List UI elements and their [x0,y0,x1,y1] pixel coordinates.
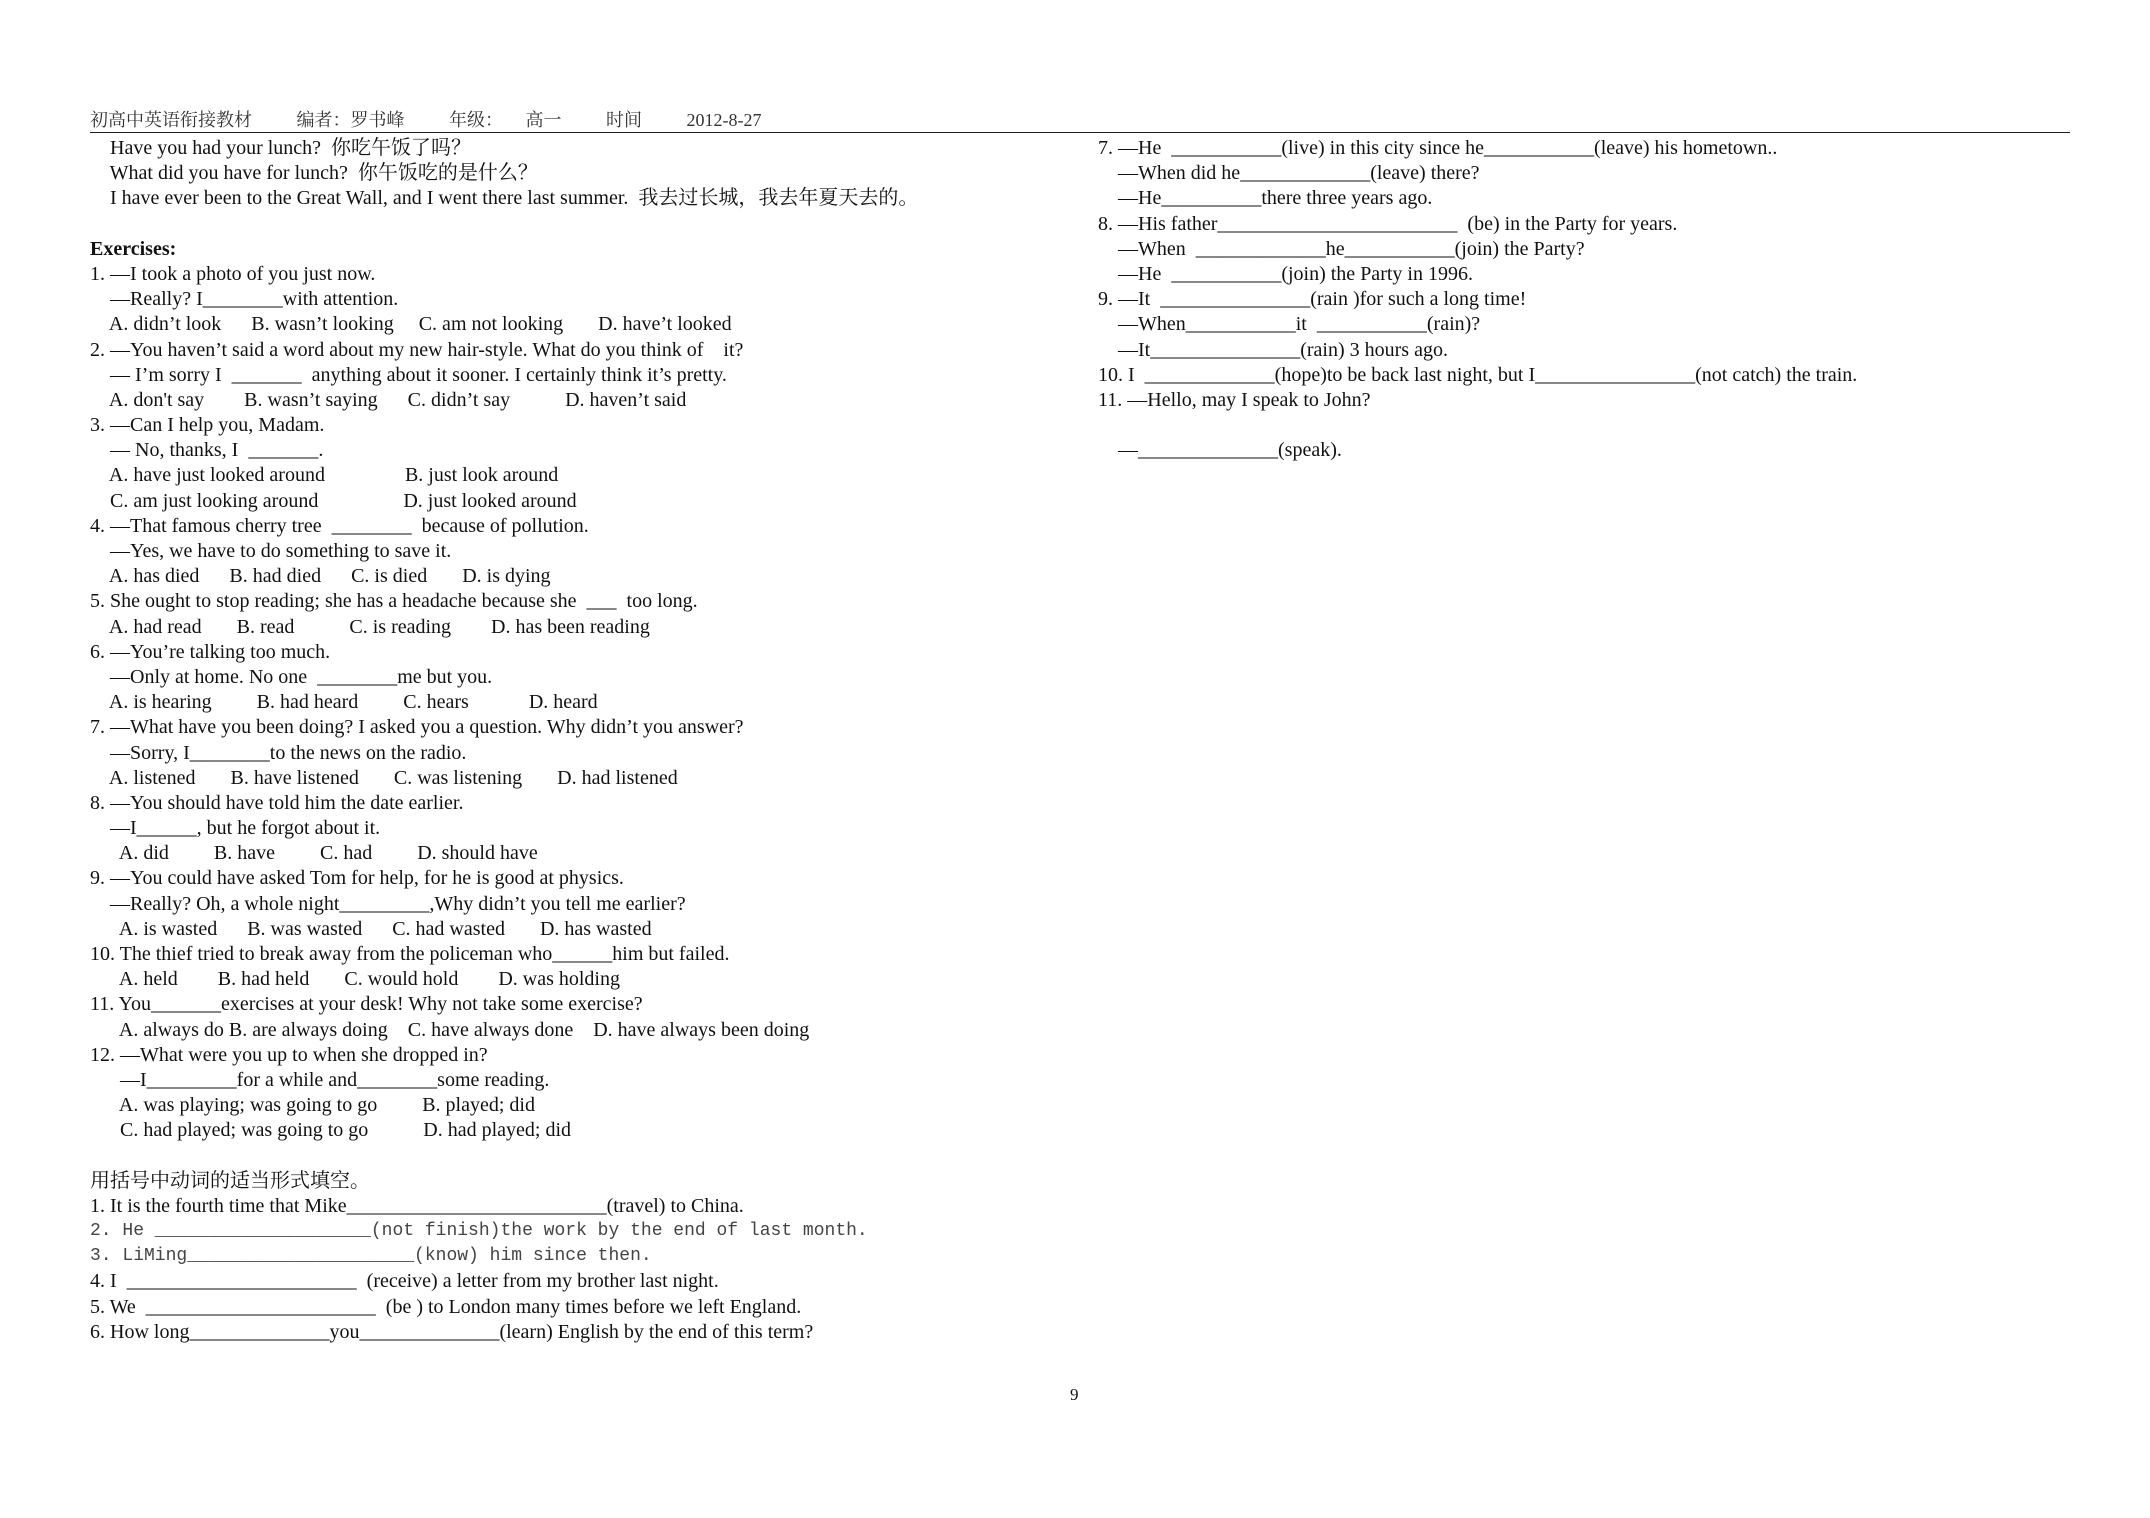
right-line: —When did he_____________(leave) there? [1098,162,1480,185]
left-line: A. is hearing B. had heard C. hears D. heard [90,691,598,714]
header-title: 初高中英语衔接教材 [90,110,252,130]
left-line: A. is wasted B. was wasted C. had wasted D. has wasted [90,917,652,940]
left-line: 2. —You haven’t said a word about my new hair-style. What do you think of it? [90,338,744,361]
left-line: A. held B. had held C. would hold D. was holding [90,968,620,991]
left-line: A. don't say B. wasn’t saying C. didn’t say D. haven’t said [90,388,687,411]
header-date: 2012-8-27 [686,110,762,130]
left-line: A. listened B. have listened C. was listening D. had listened [90,766,678,789]
right-line: —He ___________(join) the Party in 1996. [1098,262,1473,285]
left-line: 9. —You could have asked Tom for help, for he is good at physics. [90,867,624,890]
left-line: 4. I _______________________ (receive) a letter from my brother last night. [90,1270,719,1293]
left-line [90,212,1090,237]
right-column [1098,136,2098,463]
right-line: 8. —His father________________________ (be) in the Party for years. [1098,212,1678,235]
page-header [90,106,2070,133]
right-line: —______________(speak). [1098,439,1342,462]
left-line: I have ever been to the Great Wall, and I went there last summer. 我去过长城，我去年夏天去的。 [90,187,919,210]
right-line: 10. I _____________(hope)to be back last night, but I________________(not catch) the train. [1098,363,1858,386]
header-author: 编者：罗书峰 [296,110,405,130]
page-number: 9 [1070,1385,1079,1404]
left-line: A. had read B. read C. is reading D. has been reading [90,615,650,638]
left-line: 1. It is the fourth time that Mike__________________________(travel) to China. [90,1194,744,1217]
left-line: A. have just looked around B. just look around [90,464,559,487]
header-time-label: 时间 [606,110,642,130]
left-line: 1. —I took a photo of you just now. [90,262,376,285]
right-line [1098,413,2098,438]
left-line: 用括号中动词的适当形式填空。 [90,1169,370,1192]
left-line: 10. The thief tried to break away from the policeman who______him but failed. [90,943,730,965]
left-line: 5. She ought to stop reading; she has a headache because she ___ too long. [90,590,698,613]
left-line: —Only at home. No one ________me but you. [90,665,493,688]
left-line: 6. How long______________you______________(learn) English by the end of this term? [90,1320,814,1343]
left-line: 8. —You should have told him the date earlier. [90,791,464,814]
left-line: 12. —What were you up to when she dropped in? [90,1043,488,1066]
right-line: 11. —Hello, may I speak to John? [1098,388,1371,411]
left-line: 6. —You’re talking too much. [90,640,331,663]
left-line: —Really? I________with attention. [90,288,399,311]
left-line: —I_________for a while and________some reading. [90,1068,550,1091]
right-line: —When___________it ___________(rain)? [1098,313,1481,336]
left-line: 3. LiMing_____________________(know) him since then. [90,1246,652,1267]
left-line: — I’m sorry I _______ anything about it sooner. I certainly think it’s pretty. [90,363,727,386]
header-grade-label: 年级： [449,110,503,130]
left-line: 3. —Can I help you, Madam. [90,414,325,437]
left-column [90,136,1090,1345]
left-line: 7. —What have you been doing? I asked you a question. Why didn’t you answer? [90,716,744,739]
left-line [90,1144,1090,1169]
left-line: C. had played; was going to go D. had played; did [90,1119,572,1142]
left-line: 4. —That famous cherry tree ________ because of pollution. [90,514,589,537]
left-line: —Yes, we have to do something to save it. [90,540,452,562]
left-line: 11. You_______exercises at your desk! Why not take some exercise? [90,993,643,1016]
left-line: Exercises: [90,237,177,260]
right-line: 9. —It _______________(rain )for such a long time! [1098,288,1527,311]
right-line: —When _____________he___________(join) the Party? [1098,237,1585,260]
right-line: 7. —He ___________(live) in this city since he___________(leave) his hometown.. [1098,137,1778,159]
header-grade: 高一 [525,110,562,130]
left-line: Have you had your lunch? 你吃午饭了吗？ [90,137,472,159]
left-line: A. always do B. are always doing C. have always done D. have always been doing [90,1018,810,1041]
left-line: C. am just looking around D. just looked around [90,489,577,512]
left-line: A. was playing; was going to go B. played; did [90,1094,535,1117]
left-line: —Sorry, I________to the news on the radio. [90,741,467,764]
left-line: — No, thanks, I _______. [90,439,324,462]
left-line: 2. He ____________________(not finish)the work by the end of last month. [90,1221,868,1242]
left-line: —Really? Oh, a whole night_________,Why didn’t you tell me earlier? [90,892,686,915]
left-line: A. didn’t look B. wasn’t looking C. am not looking D. have’t looked [90,313,732,336]
left-line: 5. We _______________________ (be ) to London many times before we left England. [90,1295,802,1318]
left-line: A. did B. have C. had D. should have [90,842,538,865]
right-line: —It_______________(rain) 3 hours ago. [1098,338,1448,361]
right-line: —He__________there three years ago. [1098,187,1433,210]
left-line: —I______, but he forgot about it. [90,817,381,840]
left-line: What did you have for lunch? 你午饭吃的是什么？ [90,162,538,185]
left-line: A. has died B. had died C. is died D. is dying [90,565,551,588]
